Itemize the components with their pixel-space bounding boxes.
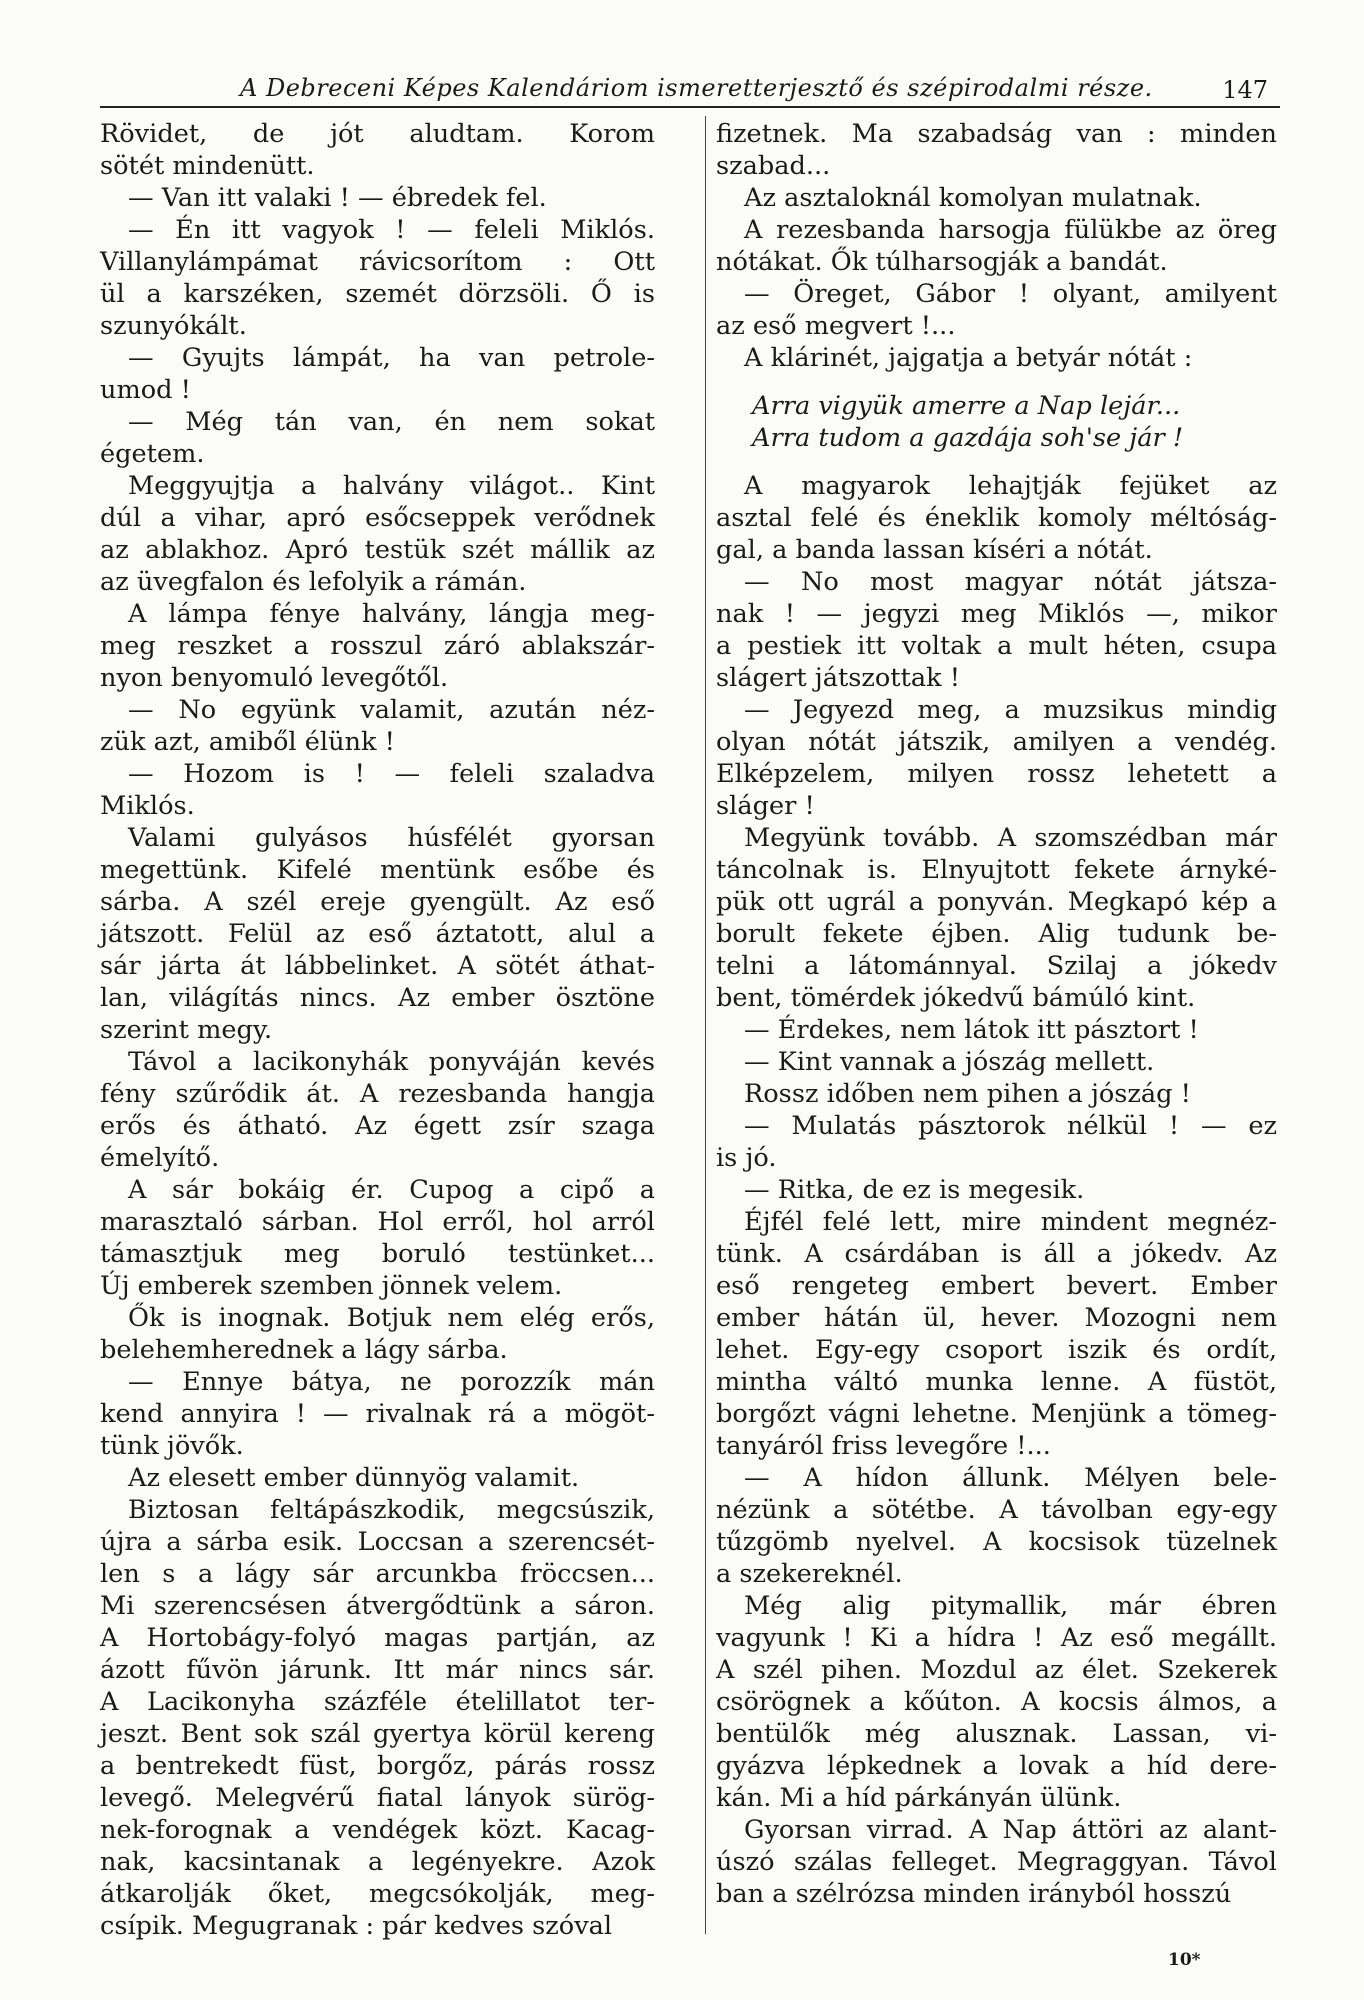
text-line: a pestiek itt voltak a mult héten, csupa [716, 631, 1277, 661]
text-line: ban a szélrózsa minden irányból hosszú [716, 1879, 1232, 1909]
text-line: támasztjuk meg boruló testünket... [100, 1239, 655, 1269]
text-line: bentülők még alusznak. Lassan, vi- [716, 1719, 1277, 1749]
text-line: újra a sárba esik. Loccsan a szerencsét- [100, 1527, 655, 1557]
text-line: az ablakhoz. Apró testük szét mállik az [100, 535, 655, 565]
verse [716, 390, 1277, 454]
text-line: nézünk a sötétbe. A távolban egy-egy [716, 1495, 1277, 1525]
text-line: A Lacikonyha százféle ételillatot ter- [100, 1687, 655, 1717]
text-line: fény szűrődik át. A rezesbanda hangja [100, 1079, 655, 1109]
text-line: az üvegfalon és lefolyik a rámán. [100, 567, 527, 597]
text-line: meg reszket a rosszul záró ablakszár- [100, 631, 655, 661]
text-line: tünk. A csárdában is áll a jókedv. Az [716, 1239, 1277, 1269]
text-line: úszó szálas felleget. Megraggyan. Távol [716, 1847, 1277, 1877]
text-line: tanyáról friss levegőre !... [716, 1431, 1051, 1461]
text-line: szerint megy. [100, 1015, 273, 1045]
text-line: csörögnek a kőúton. A kocsis álmos, a [716, 1687, 1277, 1717]
text-line: slágert játszottak ! [716, 663, 961, 693]
text-line: Ők is inognak. Botjuk nem elég erős, [128, 1303, 655, 1333]
text-line: nak, kacsintanak a legényekre. Azok [100, 1847, 655, 1877]
text-line: — Még tán van, én nem sokat [128, 407, 655, 437]
text-line: kend annyira ! — rivalnak rá a mögöt- [100, 1399, 655, 1429]
text-line: Biztosan feltápászkodik, megcsúszik, [128, 1495, 655, 1525]
text-line: A lámpa fénye halvány, lángja meg- [128, 599, 655, 629]
text-line: mintha váltó munka lenne. A füstöt, [716, 1367, 1277, 1397]
text-line: eső rengeteg embert bevert. Ember [716, 1271, 1277, 1301]
text-line: is jó. [716, 1143, 777, 1173]
text-line: asztal felé és éneklik komoly méltóság- [716, 503, 1277, 533]
text-line: len s a lágy sár arcunkba fröccsen... [100, 1559, 655, 1589]
text-line: — Kint vannak a jószág mellett. [744, 1047, 1155, 1077]
text-line: Meggyujtja a halvány világot.. Kint [128, 471, 655, 501]
text-line: pük ott ugrál a ponyván. Megkapó kép a [716, 887, 1277, 917]
text-line: táncolnak is. Elnyujtott fekete árnyké- [716, 855, 1277, 885]
text-line: Az elesett ember dünnyög valamit. [128, 1463, 580, 1493]
verse-gap [716, 374, 1277, 390]
text-line: átkarolják őket, megcsókolják, meg- [100, 1879, 655, 1909]
text-line: égetem. [100, 439, 205, 469]
text-line: az eső megvert !... [716, 311, 956, 341]
text-line: erős és átható. Az égett zsír szaga [100, 1111, 655, 1141]
text-line: ember hátán ül, hever. Mozogni nem [716, 1303, 1277, 1333]
text-line: tünk jövők. [100, 1431, 244, 1461]
page-number: 147 [1222, 76, 1268, 104]
text-line: — A hídon állunk. Mélyen bele- [744, 1463, 1277, 1493]
text-line: sötét mindenütt. [100, 151, 315, 181]
text-line: belehemherednek a lágy sárba. [100, 1335, 508, 1365]
text-line: A magyarok lehajtják fejüket az [744, 471, 1277, 501]
text-line: — Van itt valaki ! — ébredek fel. [128, 183, 547, 213]
verse-line: Arra tudom a gazdája soh'se jár ! [752, 423, 1184, 453]
text-line: Rossz időben nem pihen a jószág ! [744, 1079, 1191, 1109]
text-line: umod ! [100, 375, 191, 405]
text-line: — No most magyar nótát játsza- [744, 567, 1277, 597]
text-line: dúl a vihar, apró esőcseppek verődnek [100, 503, 655, 533]
text-line: Az asztaloknál komolyan mulatnak. [744, 183, 1202, 213]
text-line: — Hozom is ! — feleli szaladva [128, 759, 655, 789]
text-line: szunyókált. [100, 311, 247, 341]
text-line: csípik. Megugranak : pár kedves szóval [100, 1911, 613, 1941]
text-line: A Hortobágy-folyó magas partján, az [100, 1623, 655, 1653]
text-line: jeszt. Bent sok szál gyertya körül kereng [100, 1719, 655, 1749]
left-column [100, 118, 655, 1942]
text-line: olyan nótát játszik, amilyen a vendég. [716, 727, 1277, 757]
text-line: borult fekete éjben. Alig tudunk be- [716, 919, 1277, 949]
text-line: telni a látománnyal. Szilaj a jókedv [716, 951, 1277, 981]
text-line: Valami gulyásos húsfélét gyorsan [128, 823, 655, 853]
text-line: ül a karszéken, szemét dörzsöli. Ő is [100, 279, 655, 309]
text-line: A szél pihen. Mozdul az élet. Szekerek [716, 1655, 1277, 1685]
text-line: megettünk. Kifelé mentünk esőbe és [100, 855, 655, 885]
text-line: zük azt, amiből élünk ! [100, 727, 395, 757]
text-line: gyázva lépkednek a lovak a híd dere- [716, 1751, 1277, 1781]
text-line: — Jegyezd meg, a muzsikus mindig [744, 695, 1277, 725]
text-line: — Gyujts lámpát, ha van petrole- [128, 343, 655, 373]
text-line: játszott. Felül az eső áztatott, alul a [100, 919, 655, 949]
text-line: szabad... [716, 151, 831, 181]
text-line: borgőzt vágni lehetne. Menjünk a tömeg- [716, 1399, 1277, 1429]
text-line: bent, tömérdek jókedvű bámúló kint. [716, 983, 1196, 1013]
text-line: levegő. Melegvérű fiatal lányok sürög- [100, 1783, 655, 1813]
text-line: Megyünk tovább. A szomszédban már [744, 823, 1277, 853]
text-line: sár járta át lábbelinket. A sötét áthat- [100, 951, 655, 981]
text-line: fizetnek. Ma szabadság van : minden [716, 119, 1277, 149]
text-line: sláger ! [716, 791, 815, 821]
text-line: Rövidet, de jót aludtam. Korom [100, 119, 655, 149]
verse-gap [716, 454, 1277, 470]
text-line: A klárinét, jajgatja a betyár nótát : [744, 343, 1193, 373]
right-column [716, 118, 1277, 1910]
text-line: Még alig pitymallik, már ébren [744, 1591, 1277, 1621]
text-line: — Én itt vagyok ! — feleli Miklós. [128, 215, 655, 245]
text-line: — Érdekes, nem látok itt pásztort ! [744, 1015, 1199, 1045]
text-line: marasztaló sárban. Hol erről, hol arról [100, 1207, 655, 1237]
text-line: — Ritka, de ez is megesik. [744, 1175, 1085, 1205]
signature-mark: 10* [1168, 1950, 1201, 1970]
text-line: — Mulatás pásztorok nélkül ! — ez [744, 1111, 1277, 1141]
right-column-top [716, 118, 1277, 374]
text-line: ázott fűvön járunk. Itt már nincs sár. [100, 1655, 655, 1685]
text-line: Éjfél felé lett, mire mindent megnéz- [744, 1207, 1277, 1237]
text-line: Új emberek szemben jönnek velem. [100, 1271, 563, 1301]
text-line: — Ennye bátya, ne porozzík mán [128, 1367, 655, 1397]
right-column-bottom [716, 470, 1277, 1910]
running-header [100, 74, 1280, 108]
text-line: lehet. Egy-egy csoport iszik és ordít, [716, 1335, 1277, 1365]
text-line: gal, a banda lassan kíséri a nótát. [716, 535, 1153, 565]
text-line: Elképzelem, milyen rossz lehetett a [716, 759, 1277, 789]
text-line: kán. Mi a híd párkányán ülünk. [716, 1783, 1122, 1813]
text-line: lan, világítás nincs. Az ember ösztöne [100, 983, 655, 1013]
text-line: A rezesbanda harsogja fülükbe az öreg [744, 215, 1277, 245]
text-line: Gyorsan virrad. A Nap áttöri az alant- [744, 1815, 1277, 1845]
text-line: Mi szerencsésen átvergődtünk a sáron. [100, 1591, 655, 1621]
column-divider [705, 116, 706, 1934]
text-line: a bentrekedt füst, borgőz, párás rossz [100, 1751, 655, 1781]
text-line: émelyítő. [100, 1143, 220, 1173]
text-line: Miklós. [100, 791, 195, 821]
text-line: Villanylámpámat rávicsorítom : Ott [100, 247, 655, 277]
text-line: vagyunk ! Ki a hídra ! Az eső megállt. [716, 1623, 1277, 1653]
text-line: tűzgömb nyelvel. A kocsisok tüzelnek [716, 1527, 1277, 1557]
header-rule [100, 106, 1280, 108]
text-line: A sár bokáig ér. Cupog a cipő a [128, 1175, 655, 1205]
header-title: A Debreceni Képes Kalendáriom ismeretterjesztő és szépirodalmi része. [240, 74, 1153, 102]
text-line: — Öreget, Gábor ! olyant, amilyent [744, 279, 1277, 309]
text-line: nak ! — jegyzi meg Miklós —, mikor [716, 599, 1277, 629]
text-line: a szekereknél. [716, 1559, 903, 1589]
text-line: Távol a lacikonyhák ponyváján kevés [128, 1047, 655, 1077]
text-line: nótákat. Ők túlharsogják a bandát. [716, 247, 1168, 277]
text-line: nyon benyomuló levegőtől. [100, 663, 449, 693]
text-line: nek-forognak a vendégek közt. Kacag- [100, 1815, 655, 1845]
text-line: sárba. A szél ereje gyengült. Az eső [100, 887, 655, 917]
verse-line: Arra vigyük amerre a Nap lejár... [752, 391, 1181, 421]
text-line: — No együnk valamit, azután néz- [128, 695, 655, 725]
